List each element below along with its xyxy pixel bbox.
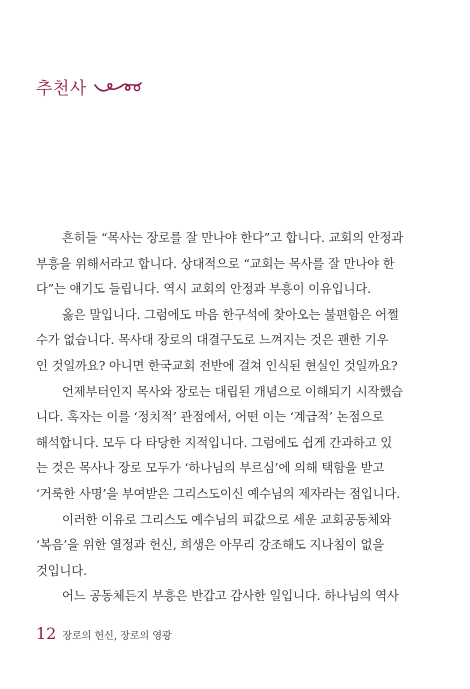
paragraph-line: 흔히들 “목사는 장로를 잘 만나야 한다”고 합니다. 교회의 안정과 [62, 231, 404, 245]
paragraph-line: 언제부터인지 목사와 장로는 대립된 개념으로 이해되기 시작했습 [62, 384, 403, 399]
paragraph-line: 옳은 말입니다. 그럼에도 마음 한구석에 찾아오는 불편함은 어쩔 [62, 307, 399, 322]
paragraph-line: 부흥을 위해서라고 합니다. 상대적으로 “교회는 목사를 잘 만나야 한 [36, 256, 395, 271]
page-number: 12 [36, 624, 57, 643]
running-title: 장로의 헌신, 장로의 영광 [62, 631, 172, 642]
heading-title: 추천사 [36, 79, 87, 99]
paragraph-line: ‘복음’을 위한 열정과 헌신, 희생은 아무리 강조해도 지나침이 없을 [36, 538, 385, 553]
paragraph-line: 어느 공동체든지 부흥은 반갑고 감사한 일입니다. 하나님의 역사 [62, 589, 399, 604]
swirl-ornament-icon [93, 78, 143, 96]
recommendation-body [36, 226, 436, 610]
paragraph-line: 인 것일까요? 아니면 한국교회 전반에 걸쳐 인식된 현실인 것일까요? [36, 358, 398, 373]
paragraph-line: 것입니다. [36, 563, 87, 578]
paragraph-line: 니다. 혹자는 이를 ‘정치적’ 관점에서, 어떤 이는 ‘계급적’ 논점으로 [36, 410, 384, 425]
paragraph-line: 수가 없습니다. 목사대 장로의 대결구도로 느껴지는 것은 괜한 기우 [36, 333, 389, 348]
paragraph-line: 는 것은 목사나 장로 모두가 ‘하나님의 부르심’에 의해 택함을 받고 [36, 461, 385, 476]
paragraph-line: 다”는 얘기도 들립니다. 역시 교회의 안정과 부흥이 이유입니다. [36, 282, 371, 297]
paragraph-line: ‘거룩한 사명’을 부여받은 그리스도이신 예수님의 제자라는 점입니다. [36, 486, 401, 501]
paragraph-line: 해석합니다. 모두 다 타당한 지적입니다. 그럼에도 쉽게 간과하고 있 [36, 435, 393, 450]
paragraph-line: 이러한 이유로 그리스도 예수님의 피값으로 세운 교회공동체와 [62, 512, 392, 527]
page-footer [36, 624, 172, 643]
section-heading [36, 74, 143, 99]
